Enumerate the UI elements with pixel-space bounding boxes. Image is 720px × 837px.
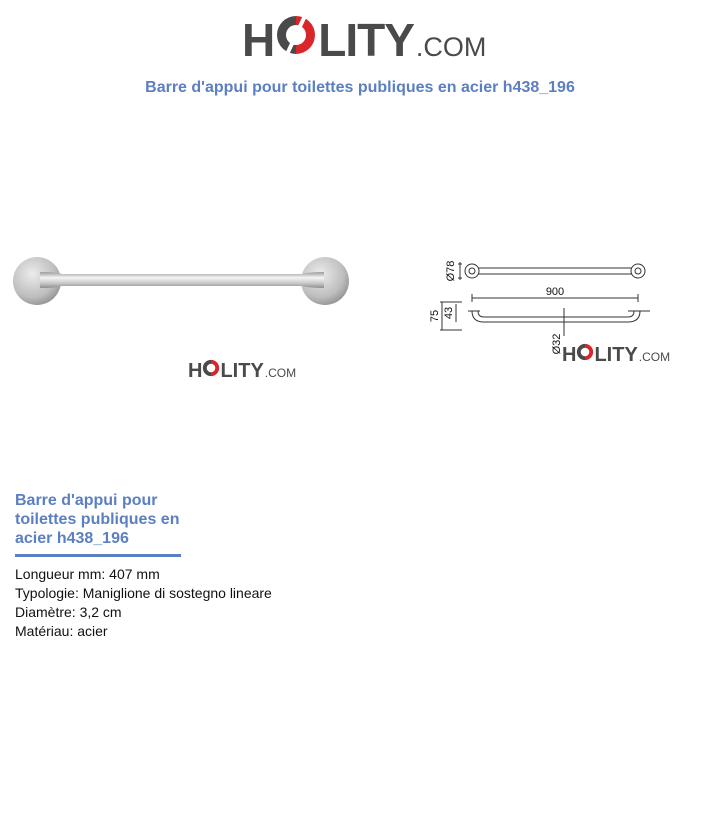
spec-type: Typologie: Maniglione di sostegno lineare (15, 585, 272, 601)
drawing-logo-tld: .COM (638, 350, 671, 364)
spec-label: Longueur mm (15, 566, 102, 582)
photo-logo-letter-h: H (188, 360, 203, 382)
spec-value: Maniglione di sostegno lineare (82, 585, 272, 601)
logo-o-icon (275, 14, 317, 56)
drawing-logo-letters: LITY (594, 344, 638, 366)
spec-value: 407 mm (109, 566, 160, 582)
logo-letters-lity: LITY (318, 14, 414, 66)
page-subtitle: Barre d'appui pour toilettes publiques en acier h438_196 (145, 79, 575, 96)
holity-logo[interactable] (242, 12, 486, 68)
product-specs (15, 565, 272, 641)
drawing-logo-letter-h: H (562, 344, 577, 366)
product-title: Barre d'appui pour toilettes publiques en acier h438_196 (15, 492, 180, 547)
drawing-logo-o-icon (576, 343, 594, 361)
spec-label: Matériau (15, 623, 70, 639)
spec-value: acier (77, 623, 108, 639)
spec-length: Longueur mm: 407 mm (15, 566, 160, 582)
photo-watermark-logo (188, 358, 296, 384)
dim-length: 900 (545, 286, 565, 298)
product-photo (12, 250, 354, 312)
title-underline (15, 554, 181, 557)
dim-tube-diameter: Ø32 (551, 333, 563, 355)
dim-diameter-top: Ø78 (445, 260, 457, 282)
photo-logo-o-icon (202, 359, 220, 377)
photo-logo-letters: LITY (220, 360, 264, 382)
spec-value: 3,2 cm (79, 604, 122, 620)
dim-height-inner: 43 (443, 306, 455, 320)
spec-diameter: Diamètre: 3,2 cm (15, 604, 122, 620)
logo-tld: .COM (415, 32, 487, 62)
spec-material: Matériau: acier (15, 623, 108, 639)
drawing-watermark-logo (562, 342, 670, 368)
spec-label: Diamètre (15, 604, 72, 620)
dim-height-outer: 75 (429, 309, 441, 323)
logo-letter-h: H (242, 14, 275, 66)
spec-label: Typologie (15, 585, 75, 601)
photo-logo-tld: .COM (264, 366, 297, 380)
